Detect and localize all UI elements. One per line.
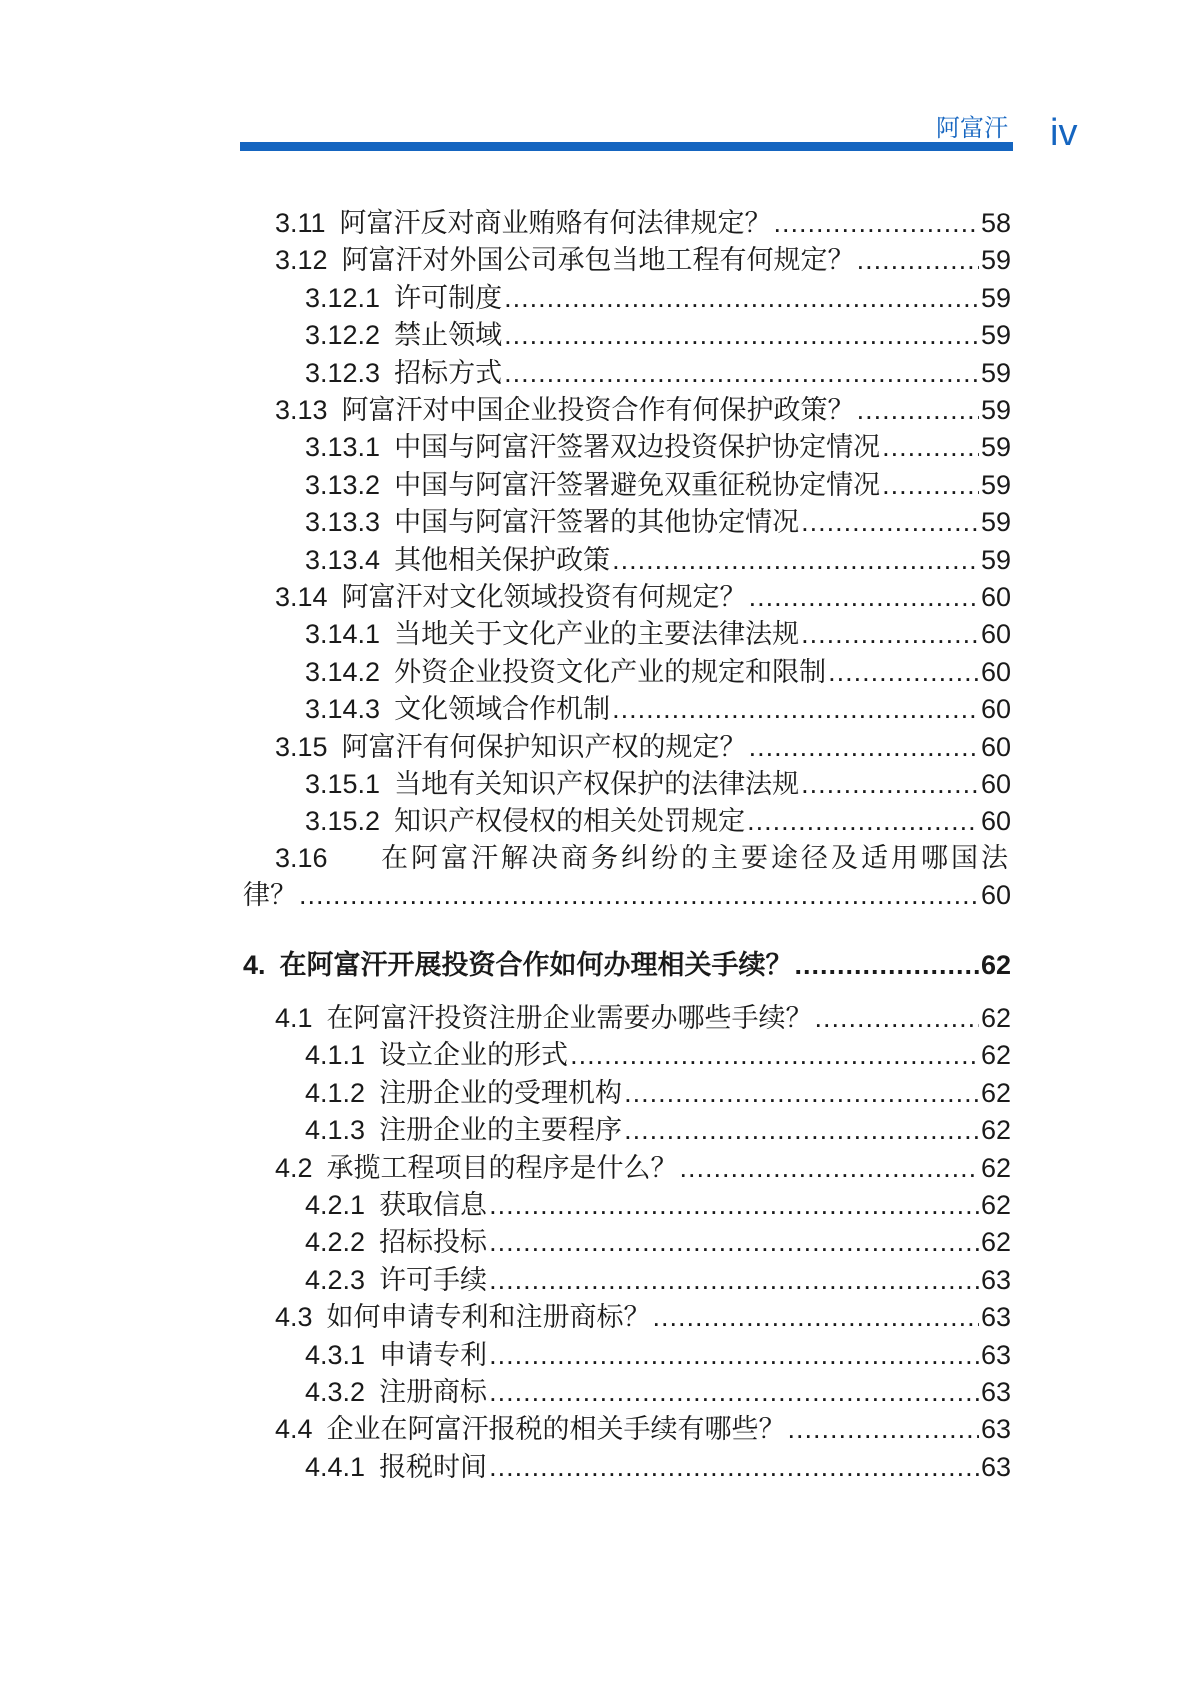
entry-number: 4.3.1 [305, 1339, 366, 1370]
entry-number: 3.14.3 [305, 694, 381, 725]
entry-page: 63 [980, 1377, 1011, 1407]
dot-leader [624, 1075, 979, 1111]
dot-leader [882, 467, 979, 503]
entry-title: 当地关于文化产业的主要法律法规 [394, 619, 800, 650]
dot-leader [795, 947, 979, 983]
entry-page: 60 [980, 656, 1011, 687]
entry-page: 62 [980, 1190, 1011, 1220]
dot-leader [857, 392, 979, 428]
entry-page: 62 [980, 1115, 1011, 1146]
page-number: iv [1050, 112, 1078, 154]
entry-page: 60 [980, 880, 1011, 910]
toc-entry[interactable] [305, 1224, 1011, 1260]
dot-leader [801, 616, 979, 652]
entry-page: 62 [980, 1152, 1011, 1183]
entry-title: 在阿富汗开展投资合作如何办理相关手续？ [279, 950, 793, 980]
entry-title: 阿富汗对外国公司承包当地工程有何规定？ [341, 245, 855, 276]
dot-leader [857, 242, 979, 278]
toc-entry[interactable] [305, 803, 1011, 839]
dot-leader [489, 1449, 979, 1485]
entry-page: 60 [980, 806, 1011, 837]
toc-entry[interactable] [275, 840, 1011, 876]
entry-page: 59 [980, 245, 1011, 276]
entry-title: 注册企业的受理机构 [379, 1077, 623, 1108]
dot-leader [570, 1037, 979, 1073]
dot-leader [882, 429, 979, 465]
toc-entry[interactable] [305, 766, 1011, 802]
toc-entry[interactable] [305, 654, 1011, 690]
entry-page: 63 [980, 1264, 1011, 1295]
dot-leader [749, 579, 979, 615]
dot-leader [801, 504, 979, 540]
entry-number: 4.4.1 [305, 1451, 366, 1482]
entry-title: 申请专利 [379, 1339, 488, 1370]
header-rule [240, 142, 1013, 151]
dot-leader [653, 1299, 979, 1335]
toc-entry[interactable] [275, 205, 1011, 241]
entry-page: 62 [980, 1077, 1011, 1108]
toc-entry[interactable] [305, 280, 1011, 316]
entry-number: 3.13.4 [305, 544, 381, 575]
toc-entry[interactable] [305, 429, 1011, 465]
toc-entry[interactable] [275, 1299, 1011, 1335]
entry-page: 59 [980, 282, 1011, 313]
toc-entry[interactable] [305, 1037, 1011, 1073]
entry-title: 知识产权侵权的相关处罚规定 [394, 806, 746, 837]
entry-number: 4.2 [275, 1152, 313, 1183]
toc-entry[interactable] [305, 467, 1011, 503]
toc-entry[interactable] [305, 504, 1011, 540]
entry-number: 3.15.2 [305, 806, 381, 837]
entry-number: 3.12.2 [305, 320, 381, 351]
entry-title: 禁止领域 [394, 320, 503, 351]
entry-number: 4. [243, 950, 266, 980]
entry-page: 60 [980, 582, 1011, 612]
entry-title: 设立企业的形式 [379, 1040, 569, 1071]
entry-number: 3.11 [275, 208, 326, 238]
entry-title: 招标投标 [379, 1227, 488, 1258]
toc-entry[interactable] [275, 1000, 1011, 1036]
toc-entry[interactable] [275, 729, 1011, 765]
toc-entry[interactable] [275, 242, 1011, 278]
entry-number: 3.12.3 [305, 357, 381, 388]
dot-leader [801, 766, 979, 802]
dot-leader [749, 729, 979, 765]
dot-leader [612, 542, 979, 578]
entry-number: 3.13.2 [305, 469, 381, 500]
running-header-title: 阿富汗 [936, 115, 1008, 142]
entry-page: 60 [980, 619, 1011, 650]
entry-title: 许可手续 [379, 1264, 488, 1295]
entry-page: 60 [980, 731, 1011, 762]
dot-leader [504, 355, 979, 391]
toc-entry[interactable] [305, 1337, 1011, 1373]
entry-page: 59 [980, 432, 1011, 463]
entry-page: 63 [980, 1451, 1011, 1482]
entry-title: 获取信息 [379, 1190, 488, 1220]
entry-number: 3.13.3 [305, 507, 381, 538]
toc-entry[interactable] [275, 1150, 1011, 1186]
entry-number: 3.15 [275, 731, 328, 762]
entry-number: 3.14 [275, 582, 328, 612]
dot-leader [489, 1374, 979, 1410]
toc-entry[interactable] [275, 1411, 1011, 1447]
entry-page: 62 [980, 950, 1011, 980]
entry-number: 4.3.2 [305, 1377, 366, 1407]
entry-title: 注册企业的主要程序 [379, 1115, 623, 1146]
toc-entry[interactable] [305, 355, 1011, 391]
entry-title: 在阿富汗投资注册企业需要办哪些手续？ [326, 1003, 813, 1033]
entry-title: 许可制度 [394, 282, 503, 313]
entry-title: 如何申请专利和注册商标？ [326, 1302, 651, 1333]
dot-leader [774, 205, 979, 241]
dot-leader [489, 1337, 979, 1373]
entry-number: 4.1.2 [305, 1077, 366, 1108]
entry-number: 3.14.1 [305, 619, 381, 650]
toc-entry[interactable] [305, 542, 1011, 578]
entry-number: 3.16 [275, 843, 328, 873]
entry-number: 4.2.2 [305, 1227, 366, 1258]
dot-leader [489, 1187, 979, 1223]
entry-number: 4.2.1 [305, 1190, 366, 1220]
entry-title: 阿富汗对文化领域投资有何规定？ [341, 582, 747, 612]
dot-leader [489, 1262, 979, 1298]
entry-title: 律？ [243, 880, 297, 910]
entry-page: 63 [980, 1339, 1011, 1370]
toc-entry[interactable] [305, 1449, 1011, 1485]
toc-entry[interactable] [305, 1075, 1011, 1111]
toc-entry[interactable] [243, 877, 1011, 913]
entry-page: 60 [980, 769, 1011, 799]
entry-title: 招标方式 [394, 357, 503, 388]
toc-entry[interactable] [305, 691, 1011, 727]
entry-title: 其他相关保护政策 [394, 544, 611, 575]
entry-page: 58 [980, 208, 1011, 238]
toc-entry[interactable] [305, 1262, 1011, 1298]
entry-page: 62 [980, 1040, 1011, 1071]
toc-entry[interactable] [305, 317, 1011, 353]
toc-entry[interactable] [275, 392, 1011, 428]
entry-number: 4.1.3 [305, 1115, 366, 1146]
entry-title: 注册商标 [379, 1377, 488, 1407]
entry-number: 4.4 [275, 1414, 313, 1445]
entry-title: 中国与阿富汗签署双边投资保护协定情况 [394, 432, 881, 463]
entry-title: 报税时间 [379, 1451, 488, 1482]
entry-page: 60 [980, 694, 1011, 725]
entry-number: 4.1 [275, 1003, 313, 1033]
entry-number: 3.12 [275, 245, 328, 276]
entry-title: 阿富汗对中国企业投资合作有何保护政策？ [341, 395, 855, 425]
entry-page: 59 [980, 507, 1011, 538]
entry-page: 63 [980, 1414, 1011, 1445]
toc-chapter-entry[interactable] [243, 947, 1011, 983]
entry-page: 59 [980, 320, 1011, 351]
dot-leader [504, 317, 979, 353]
entry-page: 59 [980, 544, 1011, 575]
dot-leader [624, 1112, 979, 1148]
entry-number: 4.3 [275, 1302, 313, 1333]
entry-title: 文化领域合作机制 [394, 694, 611, 725]
entry-page: 59 [980, 395, 1011, 425]
toc-entry[interactable] [305, 1112, 1011, 1148]
entry-title: 中国与阿富汗签署的其他协定情况 [394, 507, 800, 538]
dot-leader [504, 280, 979, 316]
dot-leader [489, 1224, 979, 1260]
dot-leader [299, 877, 979, 913]
entry-page: 59 [980, 357, 1011, 388]
dot-leader [680, 1150, 979, 1186]
entry-title: 阿富汗有何保护知识产权的规定？ [341, 731, 747, 762]
entry-number: 3.14.2 [305, 656, 381, 687]
entry-number: 3.15.1 [305, 769, 381, 799]
dot-leader [747, 803, 979, 839]
entry-title: 外资企业投资文化产业的规定和限制 [394, 656, 827, 687]
entry-number: 3.13.1 [305, 432, 381, 463]
entry-page: 62 [980, 1003, 1011, 1033]
entry-number: 4.2.3 [305, 1264, 366, 1295]
entry-title: 中国与阿富汗签署避免双重征税协定情况 [394, 469, 881, 500]
toc-entry[interactable] [275, 579, 1011, 615]
dot-leader [612, 691, 979, 727]
entry-title: 在阿富汗解决商务纠纷的主要途径及适用哪国法 [381, 843, 1011, 873]
entry-page: 62 [980, 1227, 1011, 1258]
entry-page: 59 [980, 469, 1011, 500]
entry-title: 企业在阿富汗报税的相关手续有哪些？ [326, 1414, 786, 1445]
toc-entry[interactable] [305, 1187, 1011, 1223]
entry-title: 承揽工程项目的程序是什么？ [326, 1152, 678, 1183]
entry-number: 4.1.1 [305, 1040, 366, 1071]
entry-number: 3.12.1 [305, 282, 381, 313]
toc-entry[interactable] [305, 616, 1011, 652]
dot-leader [828, 654, 979, 690]
toc-entry[interactable] [305, 1374, 1011, 1410]
entry-page: 63 [980, 1302, 1011, 1333]
dot-leader [815, 1000, 979, 1036]
entry-title: 阿富汗反对商业贿赂有何法律规定？ [339, 208, 772, 238]
dot-leader [788, 1411, 979, 1447]
entry-number: 3.13 [275, 395, 328, 425]
entry-title: 当地有关知识产权保护的法律法规 [394, 769, 800, 799]
